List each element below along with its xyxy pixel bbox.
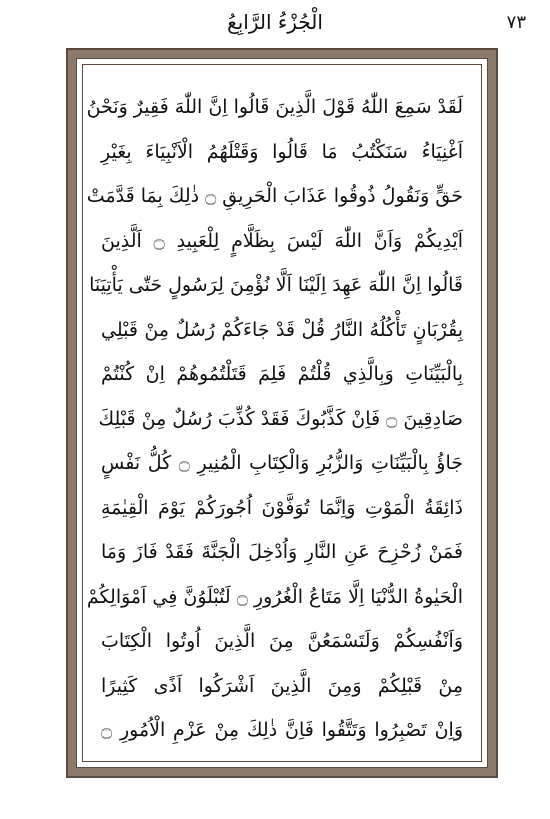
page-number: ٧٣ bbox=[506, 12, 526, 33]
verse-line-12: الْحَيٰوةُ الدُّنْيَا اِلَّا مَتَاعُ الْغُرُورِ ۝ لَتُبْلَوُنَّ فِي اَمْوَالِكُمْ bbox=[86, 585, 463, 608]
verse-line-11: فَمَنْ زُحْزِحَ عَنِ النَّارِ وَاُدْخِلَ الْجَنَّةَ فَقَدْ فَازَ وَمَا bbox=[101, 541, 463, 563]
verse-line-9: جَاؤُ بِالْبَيِّنَاتِ وَالزُّبُرِ وَالْكِتَابِ الْمُنِيرِ ۝ كُلُّ نَفْسٍ bbox=[101, 452, 464, 474]
verse-line-14: مِنْ قَبْلِكُمْ وَمِنَ الَّذِينَ اَشْرَكُوا اَذًى كَثِيرًا bbox=[101, 674, 463, 697]
verse-line-7: بِالْبَيِّنَاتِ وَبِالَّذِي قُلْتُمْ فَلِمَ قَتَلْتُمُوهُمْ اِنْ كُنْتُمْ bbox=[101, 363, 463, 385]
text-frame bbox=[82, 64, 482, 762]
verse-line-15: وَاِنْ تَصْبِرُوا وَتَتَّقُوا فَاِنَّ ذٰلِكَ مِنْ عَزْمِ الْاُمُورِ ۝ bbox=[101, 719, 463, 741]
verse-line-4: اَيْدِيكُمْ وَاَنَّ اللّٰهَ لَيْسَ بِظَلَّامٍ لِلْعَبِيدِ ۝ اَلَّذِينَ bbox=[101, 229, 463, 252]
verse-line-2: اَغْنِيَاءُ سَنَكْتُبُ مَا قَالُوا وَقَتْلَهُمُ الْاَنْبِيَاءَ بِغَيْرِ bbox=[101, 140, 463, 163]
page-frame bbox=[66, 48, 498, 778]
verse-text-block bbox=[86, 85, 464, 745]
verse-line-8: صَادِقِينَ ۝ فَاِنْ كَذَّبُوكَ فَقَدْ كُذِّبَ رُسُلٌ مِنْ قَبْلِكَ bbox=[98, 407, 463, 430]
verse-line-6: بِقُرْبَانٍ تَأْكُلُهُ النَّارُ قُلْ قَدْ جَاءَكُمْ رُسُلٌ مِنْ قَبْلِي bbox=[101, 318, 463, 341]
juz-title: الْجُزْءُ الرَّابِعُ bbox=[227, 10, 323, 34]
page-header bbox=[0, 0, 550, 48]
verse-line-5: قَالُوا اِنَّ اللّٰهَ عَهِدَ اِلَيْنَا اَلَّا نُؤْمِنَ لِرَسُولٍ حَتّٰى يَأْتِيَنَا bbox=[89, 274, 463, 296]
frame-gap bbox=[76, 58, 488, 768]
verse-line-10: ذَائِقَةُ الْمَوْتِ وَاِنَّمَا تُوَفَّوْنَ اُجُورَكُمْ يَوْمَ الْقِيٰمَةِ bbox=[101, 496, 463, 519]
verse-line-1: لَقَدْ سَمِعَ اللّٰهُ قَوْلَ الَّذِينَ قَالُوا اِنَّ اللّٰهَ فَقِيرٌ وَنَحْنُ bbox=[86, 96, 463, 118]
verse-line-3: حَقٍّ وَنَقُولُ ذُوقُوا عَذَابَ الْحَرِيقِ ۝ ذٰلِكَ بِمَا قَدَّمَتْ bbox=[86, 185, 463, 207]
verse-line-13: وَاَنْفُسِكُمْ وَلَتَسْمَعُنَّ مِنَ الَّذِينَ اُوتُوا الْكِتَابَ bbox=[101, 630, 463, 652]
